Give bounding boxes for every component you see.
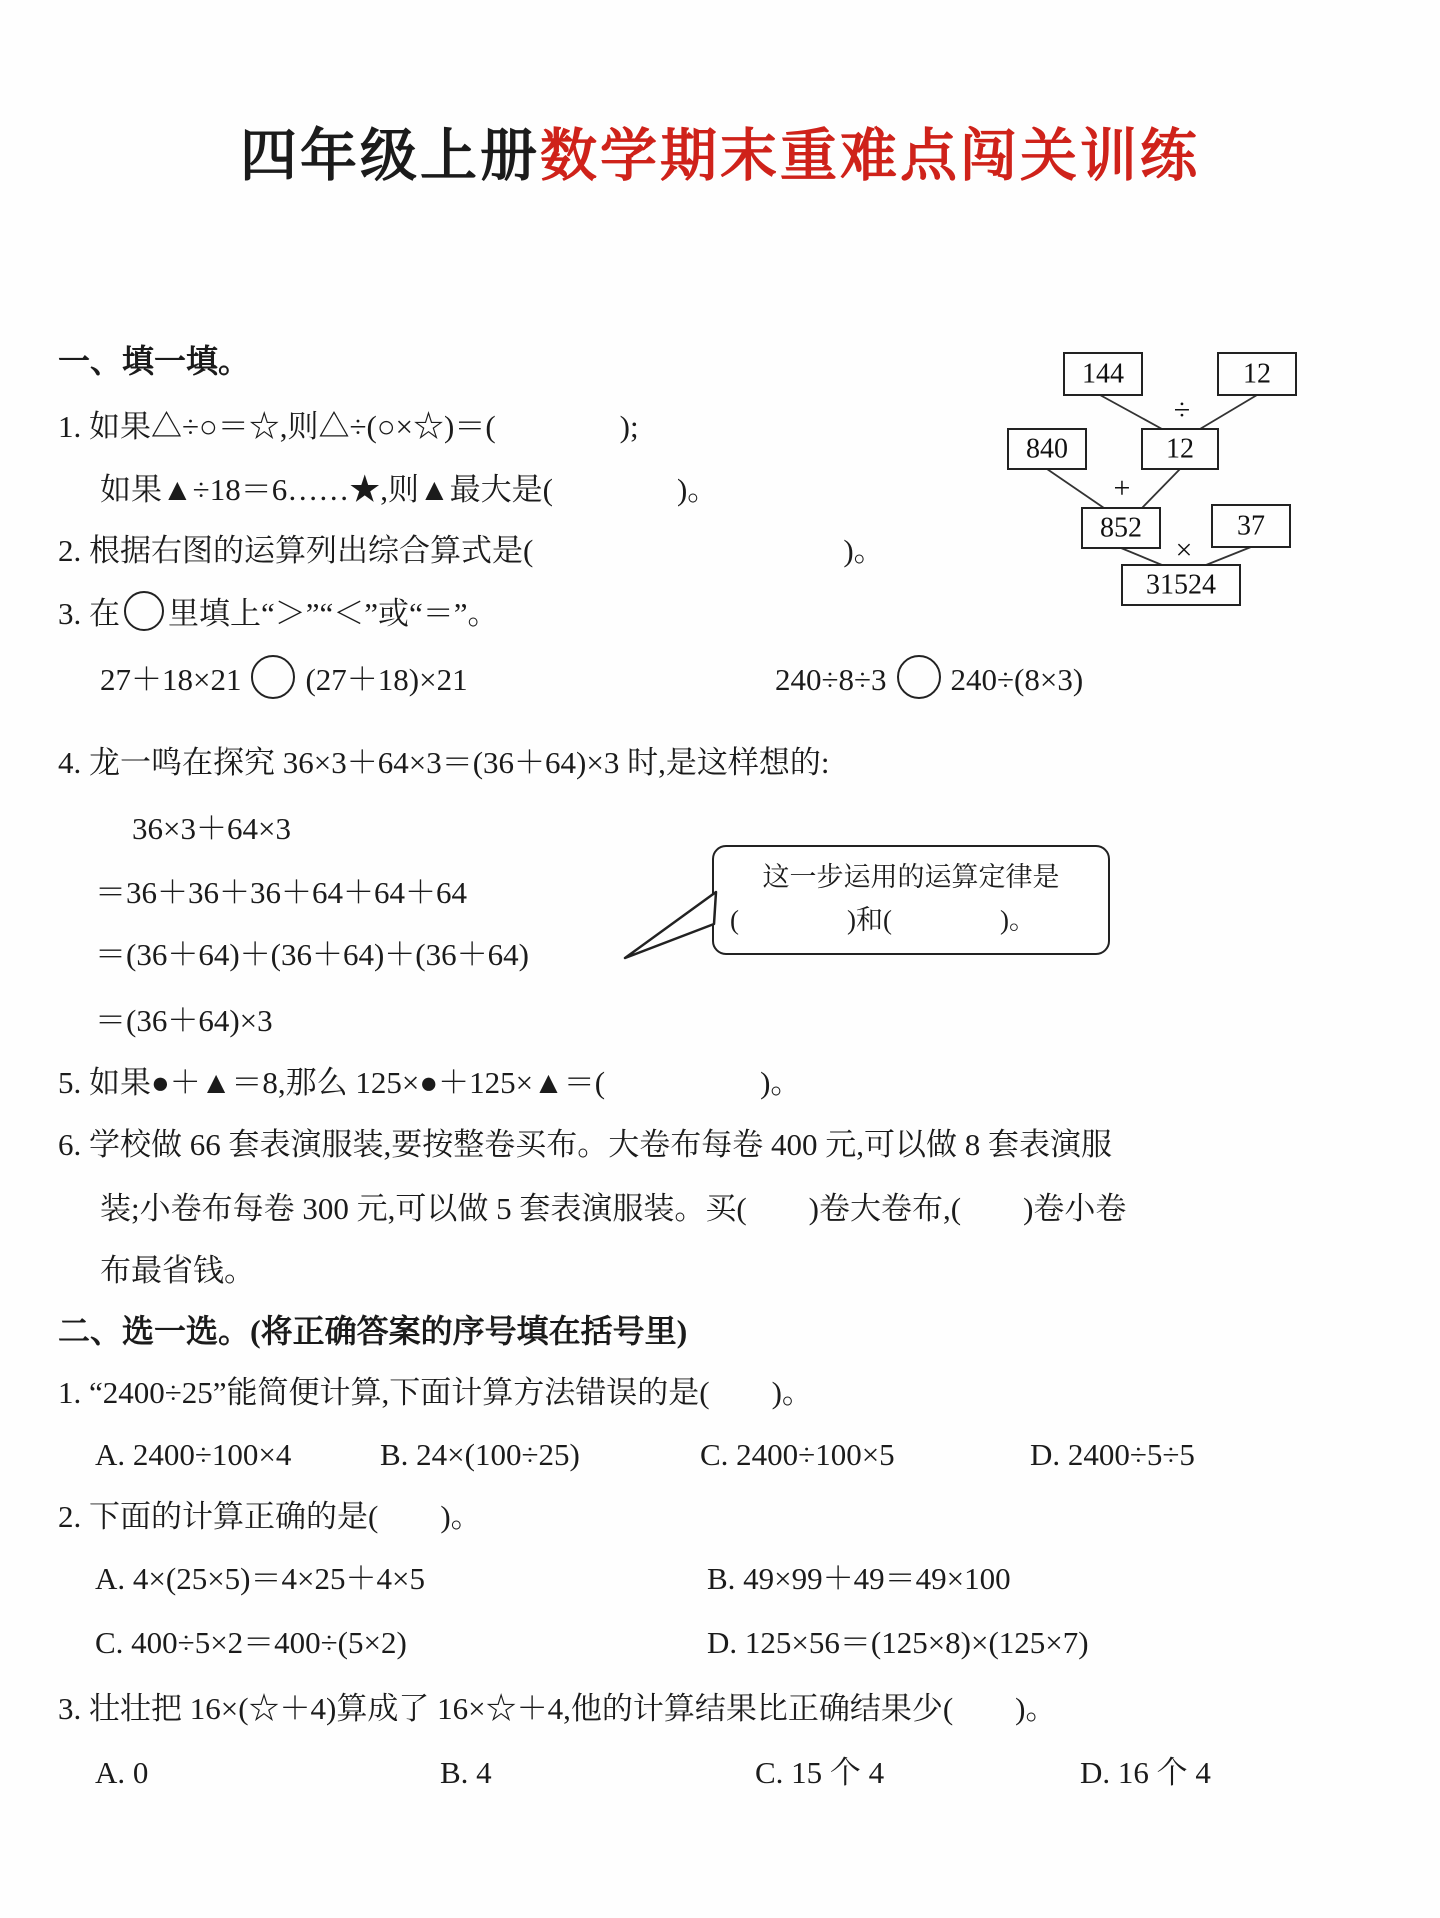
s2-q1-option-c: C. 2400÷100×5 [700,1437,895,1472]
s1-q6-line2: 装;小卷布每卷 300 元,可以做 5 套表演服装。买( )卷大卷布,( )卷小卷 [100,1191,1127,1226]
s2-q2-options-row1 [95,1556,1385,1602]
compare-right-expr2: 240÷(8×3) [950,662,1084,697]
s1-q2: 2. 根据右图的运算列出综合算式是( )。 [58,533,885,568]
s1-q1-line2: 如果▲÷18＝6……★,则▲最大是( )。 [100,472,719,507]
s2-q3-option-b: B. 4 [440,1755,492,1790]
diagram-value-31524: 31524 [1146,569,1216,601]
section1-heading: 一、填一填。 [58,343,251,379]
times-operator: × [1175,533,1193,567]
edge-37-to-31524 [1206,547,1251,565]
compare-right-circle [897,655,941,699]
diagram-value-37: 37 [1237,510,1265,542]
s2-q2-option-b: B. 49×99＋49＝49×100 [707,1561,1011,1596]
compare-left-expr2: (27＋18)×21 [305,662,468,697]
page-title-black: 四年级上册 [240,125,540,188]
s2-q3: 3. 壮壮把 16×(☆＋4)算成了 16×☆＋4,他的计算结果比正确结果少( )。 [58,1691,1057,1726]
edge-12top-to-12 [1200,395,1257,429]
s2-q1: 1. “2400÷25”能简便计算,下面计算方法错误的是( )。 [58,1375,813,1410]
s2-q3-options [95,1750,1385,1796]
compare-left-expr1: 27＋18×21 [100,662,242,697]
section2-heading: 二、选一选。(将正确答案的序号填在括号里) [58,1313,688,1349]
s1-q3-post: 里填上“＞”“＜”或“＝”。 [168,596,499,631]
speech-bubble [712,845,1110,955]
page-title [0,110,1440,192]
q3-fill-circle [124,591,164,631]
derivation-line-3: ＝(36＋64)×3 [95,1003,273,1038]
edge-840-to-852 [1047,469,1104,508]
computation-flow-diagram [1000,345,1310,625]
s1-q3-pre: 3. 在 [58,596,120,631]
s1-q1-line1: 1. 如果△÷○＝☆,则△÷(○×☆)＝( ); [58,409,639,444]
diagram-value-840: 840 [1026,433,1068,465]
compare-left-circle [251,655,295,699]
edge-852-to-31524 [1121,548,1162,565]
derivation-line-0: 36×3＋64×3 [132,811,291,846]
diagram-value-852: 852 [1100,512,1142,544]
derivation-line-1: ＝36＋36＋36＋64＋64＋64 [95,875,467,910]
s1-q6-line1: 6. 学校做 66 套表演服装,要按整卷买布。大卷布每卷 400 元,可以做 8 套表演服 [58,1127,1112,1162]
s1-q5: 5. 如果●＋▲＝8,那么 125×●＋125×▲＝( )。 [58,1065,802,1100]
diagram-value-144: 144 [1082,358,1124,390]
speech-bubble-tail [622,888,728,968]
edge-144-to-12 [1100,395,1162,429]
s1-q3 [58,588,499,640]
s2-q2: 2. 下面的计算正确的是( )。 [58,1499,482,1534]
compare-left [100,652,468,708]
s2-q1-option-d: D. 2400÷5÷5 [1030,1437,1195,1472]
s2-q1-option-b: B. 24×(100÷25) [380,1437,580,1472]
diagram-value-12-mid: 12 [1166,433,1194,465]
s2-q2-option-c: C. 400÷5×2＝400÷(5×2) [95,1625,407,1660]
s2-q1-option-a: A. 2400÷100×4 [95,1437,292,1472]
s2-q2-option-d: D. 125×56＝(125×8)×(125×7) [707,1625,1089,1660]
divide-operator: ÷ [1173,393,1191,427]
bubble-text-line1: 这一步运用的运算定律是 [762,862,1060,892]
derivation-line-2: ＝(36＋64)＋(36＋64)＋(36＋64) [95,937,529,972]
plus-operator: + [1113,471,1131,505]
diagram-value-12-top: 12 [1243,358,1271,390]
s2-q2-option-a: A. 4×(25×5)＝4×25＋4×5 [95,1561,425,1596]
s2-q2-options-row2 [95,1620,1385,1666]
s2-q3-option-c: C. 15 个 4 [755,1755,885,1790]
edge-12mid-to-852 [1142,469,1180,508]
s1-q6-line3: 布最省钱。 [100,1253,255,1288]
s2-q1-options [95,1432,1385,1478]
compare-right-expr1: 240÷8÷3 [775,662,887,697]
compare-right [775,652,1083,708]
s1-q4: 4. 龙一鸣在探究 36×3＋64×3＝(36＋64)×3 时,是这样想的: [58,745,830,780]
s2-q3-option-d: D. 16 个 4 [1080,1755,1211,1790]
page-title-red: 数学期末重难点闯关训练 [540,125,1200,188]
s2-q3-option-a: A. 0 [95,1755,149,1790]
bubble-text-line2: ( )和( )。 [730,905,1036,935]
